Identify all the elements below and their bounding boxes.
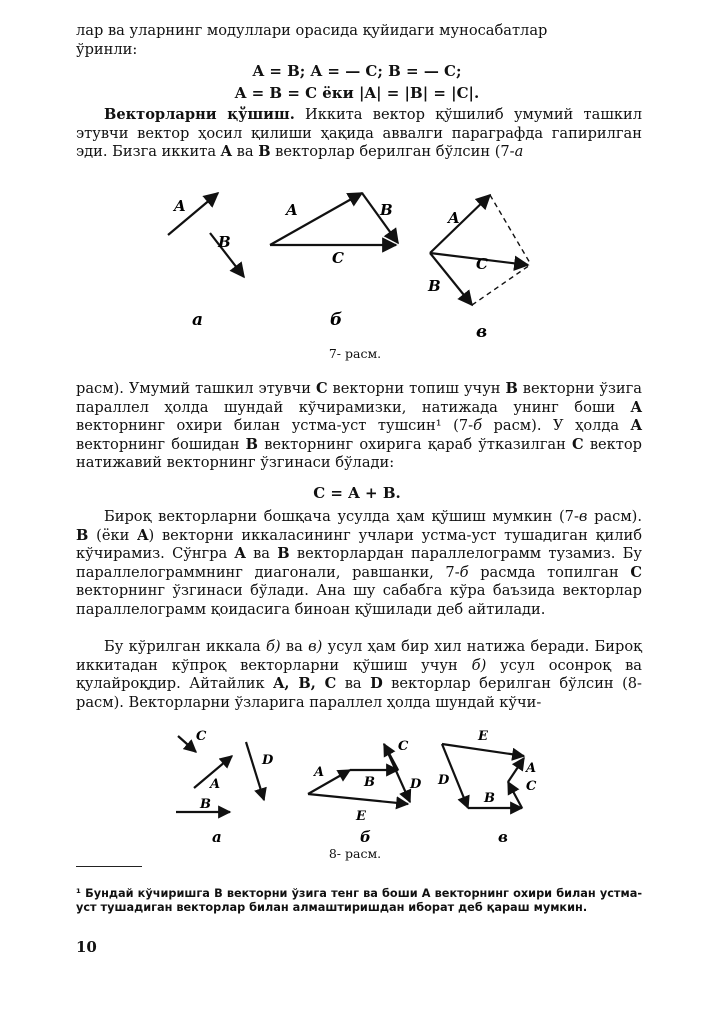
label-d: D [262,753,274,768]
label-e: E [478,729,488,744]
formula-moduli: A = B = C ёки |A| = |B| = |C|. [234,84,480,102]
label-c: C [398,739,409,754]
sub-label: б [330,310,343,330]
label-b: B [218,233,231,251]
figure-7a [168,193,244,330]
dashed-side [490,195,530,263]
label-b: B [380,201,393,219]
vector-c-arrow [178,736,196,752]
label-b: B [428,277,441,295]
sub-label: а [192,310,204,330]
formula-sum: C = A + B. [313,484,401,502]
figure-8a [176,729,274,846]
paragraph-many-vectors: Бу кўрилган иккала б) ва в) усул ҳам бир хил натижа беради. Бироқ иккитадан кўпроқ векторларни қўшиш учун б) усул осонроқ ва қулайроқдир. Айтайлик A, B, C ва D векторлар берилган бўлсин (8-расм). Векторларни ўзларига параллел ҳолда шундай кўчи- [76,638,642,711]
paragraph-parallelogram-rule: Бироқ векторларни бошқача усулда ҳам қўшиш мумкин (7-в расм). B (ёки A) векторни иккаласининг учлари устма-уст тушадиган қилиб кўчирамиз. Сўнгра A ва B векторлардан параллелограмм тузамиз. Бу параллелограммнинг диагонали, равшанки, 7-б расмда топилган C векторнинг ўзгинаси бўлади. Ана шу сабабга кўра баъзида векторлар параллелограмм қоидасига биноан қўшилади деб айтилади. [76,508,642,618]
label-b: B [484,791,495,806]
vector-e-arrow [308,794,408,804]
label-e: E [356,809,366,824]
sub-label: в [476,322,488,342]
label-a: A [174,197,186,215]
label-c: C [476,255,488,273]
paragraph-vector-addition: Векторларни қўшиш. Иккита вектор қўшилиб умумий ташкил этувчи вектор ҳосил қилиши ҳақида аввалги параграфда гапирилган эди. Бизга иккита A ва B векторлар берилган бўлсин (7-а [76,106,643,161]
vector-a-arrow [430,195,490,253]
vector-e-arrow [442,744,524,756]
vector-c-arrow [508,782,522,808]
paragraph-triangle-rule: расм). Умумий ташкил этувчи C векторни топиш учун B векторни ўзига параллел ҳолда шундай кўчирамизки, натижада унинг боши A векторнинг охири билан устма-уст тушсин¹ (7-б расм). У ҳолда A векторнинг бошидан B векторнинг охирига қараб ўтказилган C вектор натижавий векторнинг ўзгинаси бўлади: [76,380,643,472]
figure-8b [308,739,422,846]
page-number: 10 [76,938,97,956]
figure-8-caption: 8- расм. [328,846,382,861]
figure-8c [437,729,537,846]
label-a: A [210,777,221,792]
figure-7 [150,185,530,345]
sub-label: в [498,828,508,846]
label-b: B [200,797,211,812]
label-c: C [332,249,344,267]
figure-7b [270,193,398,330]
label-c: C [196,729,207,744]
vector-d-arrow [246,742,264,800]
label-d: D [438,773,450,788]
vector-a-arrow [508,758,524,782]
sub-label: б [360,828,371,846]
vector-a-arrow [270,193,362,245]
section-heading: Векторларни қўшиш. [104,106,295,123]
paragraph-intro: лар ва уларнинг модуллари орасида қуйидаги муносабатлар ўринли: [76,22,548,58]
label-d: D [410,777,422,792]
label-a: A [286,201,298,219]
footnote: ¹ Бундай кўчиришга B векторни ўзига тенг ва боши A векторнинг охири билан устма-уст тушадиган векторлар билан алмаштиришдан иборат деб қараш мумкин. [76,887,643,915]
figure-8 [160,722,560,862]
figure-7c [427,195,530,342]
sub-label: а [212,828,222,846]
label-a: A [448,209,460,227]
figure-7-caption: 7- расм. [328,346,382,361]
label-a: A [314,765,325,780]
formula-equalities: A = B; A = — C; B = — C; [252,62,462,80]
label-a: A [526,761,537,776]
footnote-divider [76,866,142,867]
label-c: C [526,779,537,794]
label-b: B [364,775,375,790]
